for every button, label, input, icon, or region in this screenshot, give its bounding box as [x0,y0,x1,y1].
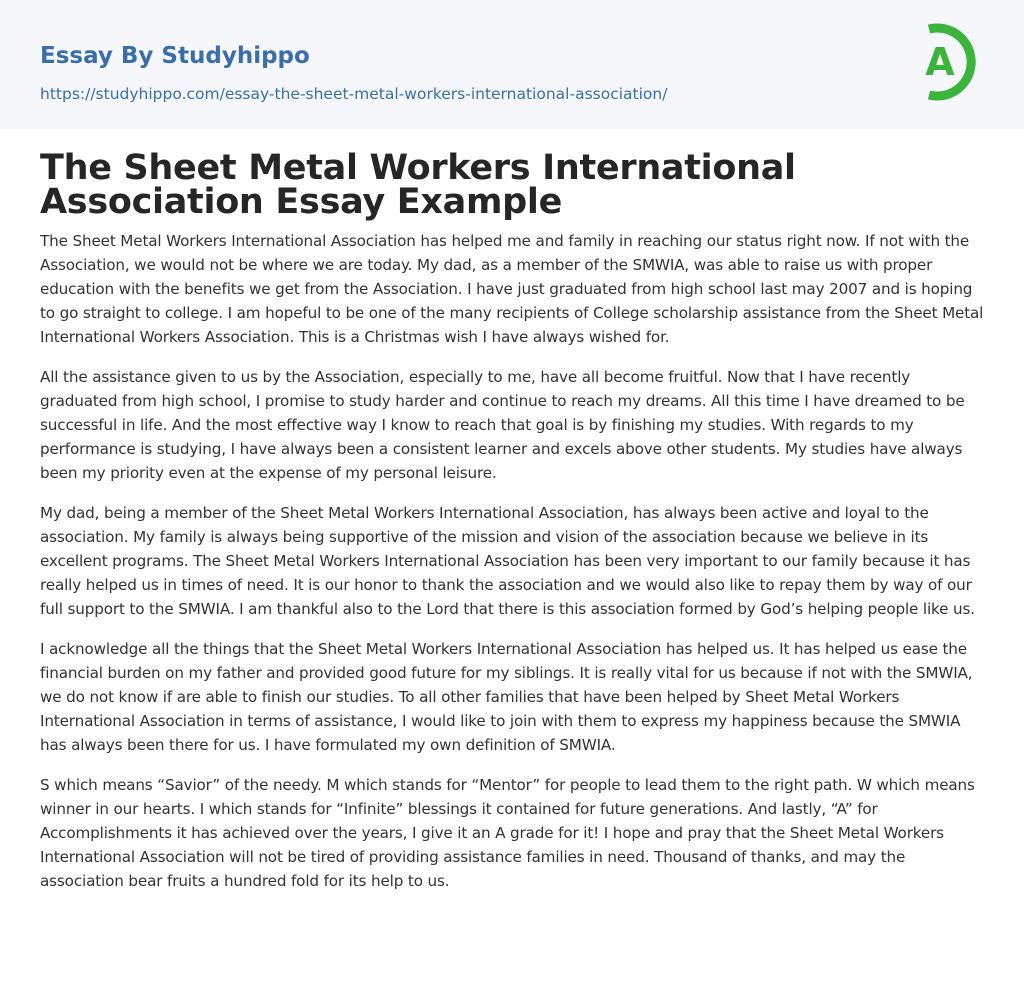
essay-paragraph: The Sheet Metal Workers International Association has helped me and family in reaching our status right now. If not with the Association, we would not be where we are today. My dad, as a member of the SMWIA, was able to raise us with proper education with the benefits we get from the Association. I have just graduated from high school last may 2007 and is hoping to go straight to college. I am hopeful to be one of the many recipients of College scholarship assistance from the Sheet Metal International Workers Association. This is a Christmas wish I have always wished for. [40,232,984,346]
essay-paragraph: All the assistance given to us by the Association, especially to me, have all become fruitful. Now that I have recently graduated from high school, I promise to study harder and continue to reach my dreams. All this time I have dreamed to be successful in life. And the most effective way I know to reach that goal is by finishing my studies. With regards to my performance is studying, I have always been a consistent learner and excels above other students. My studies have always been my priority even at the expense of my personal leisure. [40,368,965,482]
site-header [0,0,1024,129]
site-brand[interactable]: Essay By Studyhippo [40,43,310,69]
page-url-link[interactable]: https://studyhippo.com/essay-the-sheet-metal-workers-international-association/ [40,85,668,103]
essay-body [40,229,986,909]
studyhippo-logo-icon[interactable] [907,18,989,106]
essay-paragraph: My dad, being a member of the Sheet Metal Workers International Association, has always been active and loyal to the association. My family is always being supportive of the mission and vision of the association because we believe in its excellent programs. The Sheet Metal Workers International Association has been very important to our family because it has really helped us in times of need. It is our honor to thank the association and we would also like to repay them by way of our full support to the SMWIA. I am thankful also to the Lord that there is this association formed by God’s helping people like us. [40,504,975,618]
logo-letter: A [925,40,955,84]
essay-title: The Sheet Metal Workers International Association Essay Example [40,148,796,222]
essay-paragraph: I acknowledge all the things that the Sheet Metal Workers International Association has helped us. It has helped us ease the financial burden on my father and provided good future for my siblings. It is really vital for us because if not with the SMWIA, we do not know if are able to finish our studies. To all other families that have been helped by Sheet Metal Workers International Association in terms of assistance, I would like to join with them to express my happiness because the SMWIA has always been there for us. I have formulated my own definition of SMWIA. [40,640,973,754]
essay-paragraph: S which means “Savior” of the needy. M which stands for “Mentor” for people to lead them to the right path. W which means winner in our hearts. I which stands for “Infinite” blessings it contained for future generations. And lastly, “A” for Accomplishments it has achieved over the years, I give it an A grade for it! I hope and pray that the Sheet Metal Workers International Association will not be tired of providing assistance families in need. Thousand of thanks, and may the association bear fruits a hundred fold for its help to us. [40,776,975,890]
